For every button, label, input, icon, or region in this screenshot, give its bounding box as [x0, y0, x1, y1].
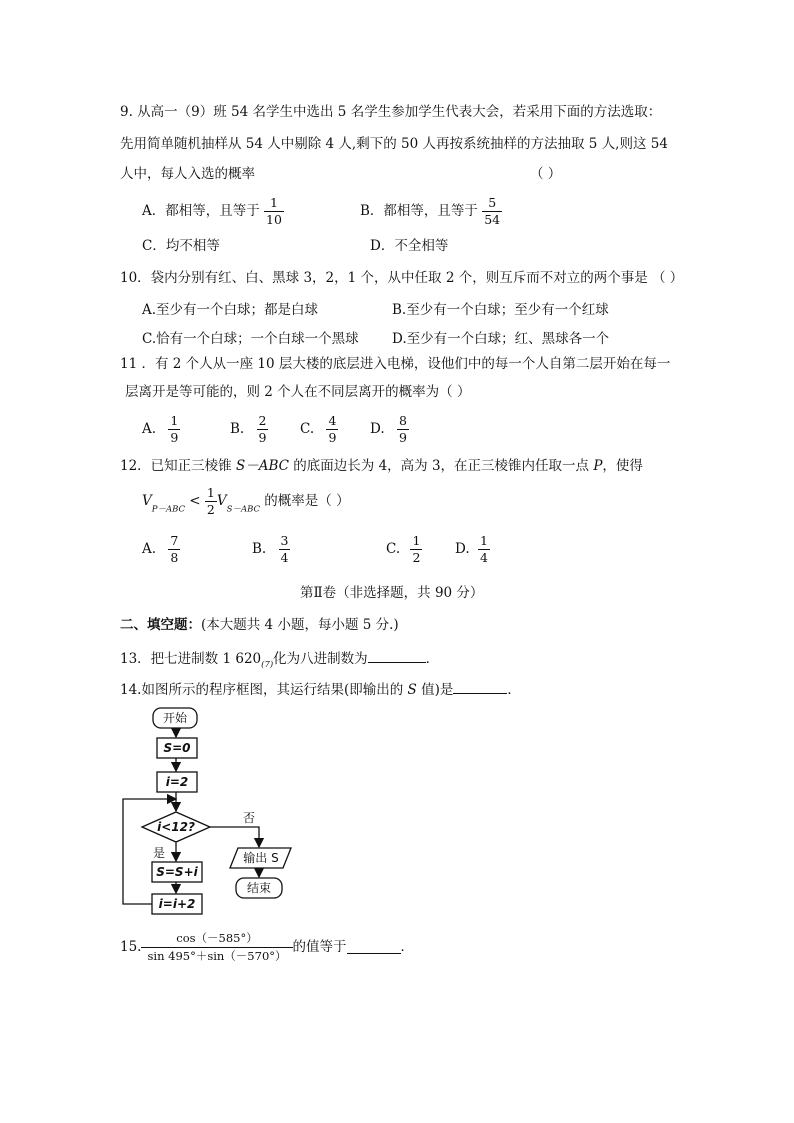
fraction-numerator: 1 — [478, 534, 490, 550]
q12-option-a — [142, 534, 180, 566]
q15-fraction — [141, 932, 292, 963]
volume-subscript: P－ABC — [151, 504, 186, 515]
no-branch-label: 否 — [242, 811, 256, 825]
q13-text: 化为八进制数为 — [273, 651, 368, 667]
less-than-sign: < — [185, 493, 205, 510]
q9-line1: 9. 从高一（9）班 54 名学生中选出 5 名学生参加学生代表大会，若采用下面的方法选取： — [120, 104, 662, 120]
q9-option-d: D．不全相等 — [370, 238, 449, 254]
option-label: A. — [142, 541, 157, 558]
volume-symbol: V — [142, 493, 152, 510]
fraction-numerator: 1 — [410, 534, 422, 550]
q11-option-b — [230, 414, 268, 446]
q12-option-d-fraction — [478, 534, 490, 566]
fraction-numerator: 5 — [482, 196, 502, 212]
q11-option-b-fraction — [257, 414, 269, 446]
q12-text: 的概率是（ ） — [260, 493, 350, 510]
q9-option-b — [360, 196, 502, 228]
q9-option-a-text: A．都相等，且等于 — [142, 203, 260, 220]
fraction-numerator: 8 — [397, 414, 409, 430]
fraction-numerator: cos（－585°） — [141, 932, 292, 948]
q12-option-c — [386, 534, 422, 566]
q13-end: ． — [425, 651, 440, 667]
q11-line2: 层离开是等可能的，则 2 个人在不同层离开的概率为（ ） — [125, 384, 471, 400]
option-label: C. — [300, 421, 315, 438]
q15-end: ． — [400, 938, 415, 955]
q10-option-c: C.恰有一个白球；一个白球一个黑球 — [142, 331, 359, 347]
q14 — [120, 681, 521, 698]
fraction-numerator: 1 — [264, 196, 284, 212]
option-label: C. — [386, 541, 401, 558]
q13-text: 13．把七进制数 1 620 — [120, 651, 262, 667]
fraction-numerator: 3 — [279, 534, 291, 550]
q9-line3: 人中，每人入选的概率 — [120, 166, 255, 182]
q12-text: ，使得 — [602, 458, 643, 474]
answer-blank[interactable] — [453, 681, 507, 694]
answer-blank[interactable] — [347, 941, 401, 954]
option-label: B. — [252, 541, 267, 558]
q15-text: 的值等于 — [292, 938, 347, 955]
start-label: 开始 — [162, 711, 188, 725]
q14-text: 值)是 — [416, 682, 454, 698]
fraction-denominator: 8 — [170, 550, 179, 566]
q9-option-c: C．均不相等 — [142, 238, 220, 254]
section-heading-label: 二、填空题： — [120, 617, 201, 633]
q12-line1 — [120, 460, 643, 474]
update-i-label: i=i+2 — [158, 897, 196, 911]
q12-text: 的底面边长为 4，高为 3，在正三棱锥内任取一点 — [288, 458, 594, 474]
q11-option-a-fraction — [168, 414, 180, 446]
q12-option-d — [455, 534, 490, 566]
fraction-denominator: 4 — [280, 550, 289, 566]
q12-option-c-fraction — [410, 534, 422, 566]
q12-half-fraction — [205, 486, 217, 518]
fraction-denominator: 9 — [258, 430, 267, 446]
q11-option-c — [300, 414, 338, 446]
init-s-label: S=0 — [163, 741, 191, 755]
q13 — [120, 650, 439, 670]
fraction-numerator: 4 — [326, 414, 338, 430]
fraction-numerator: 7 — [168, 534, 180, 550]
init-i-label: i=2 — [165, 775, 189, 789]
q9-option-a-fraction — [264, 196, 284, 228]
q10-stem: 10．袋内分别有红、白、黑球 3，2，1 个，从中任取 2 个，则互斥而不对立的两个事是 （ ） — [120, 270, 684, 286]
q15 — [120, 932, 414, 963]
q12-pyramid-name: S－ABC — [235, 458, 289, 474]
condition-label: i<12? — [157, 820, 195, 834]
yes-branch-label: 是 — [152, 846, 166, 860]
section-heading — [120, 619, 399, 633]
fraction-numerator: 1 — [205, 486, 217, 502]
q12-option-b-fraction — [279, 534, 291, 566]
q10-option-d: D.至少有一个白球；红、黑球各一个 — [392, 331, 610, 347]
fraction-denominator: 9 — [328, 430, 337, 446]
update-s-label: S=S+i — [156, 865, 198, 879]
fraction-denominator: 2 — [412, 550, 421, 566]
option-label: B. — [230, 421, 245, 438]
q9-line2: 先用简单随机抽样从 54 人中剔除 4 人,剩下的 50 人再按系统抽样的方法抽取 5 人,则这 54 — [120, 136, 668, 152]
option-label: A. — [142, 421, 157, 438]
answer-blank[interactable] — [368, 650, 426, 663]
q12-option-a-fraction — [168, 534, 180, 566]
q9-option-a — [142, 196, 284, 228]
q12-option-b — [252, 534, 290, 566]
fraction-numerator: 1 — [168, 414, 180, 430]
q11-option-c-fraction — [326, 414, 338, 446]
part-two-title: 第Ⅱ卷（非选择题，共 90 分） — [300, 585, 484, 601]
q14-end: ． — [507, 682, 521, 698]
volume-subscript: S－ABC — [226, 504, 260, 515]
fraction-denominator: sin 495°＋sin（－570°） — [147, 949, 287, 964]
q11-option-d-fraction — [397, 414, 409, 446]
q11-line1: 11 ．有 2 个人从一座 10 层大楼的底层进入电梯，设他们中的每一个人自第二层开始在每一 — [120, 356, 671, 372]
q10-option-a: A.至少有一个白球；都是白球 — [142, 302, 319, 318]
fraction-denominator: 54 — [484, 212, 501, 228]
base-subscript: (7) — [261, 660, 274, 670]
fraction-denominator: 9 — [398, 430, 407, 446]
fraction-denominator: 2 — [206, 502, 215, 518]
fraction-numerator: 2 — [257, 414, 269, 430]
q11-option-d — [370, 414, 409, 446]
program-flowchart — [115, 702, 315, 934]
q9-answer-paren: （ ） — [530, 166, 562, 182]
q15-label: 15. — [120, 938, 142, 955]
q12-line2 — [142, 486, 350, 518]
output-label: 输出 S — [243, 851, 279, 865]
variable-s: S — [407, 682, 417, 698]
volume-symbol: V — [216, 493, 227, 510]
section-heading-note: (本大题共 4 小题，每小题 5 分.) — [201, 617, 399, 633]
q9-option-b-fraction — [482, 196, 502, 228]
q9-option-b-text: B．都相等，且等于 — [360, 203, 478, 220]
fraction-denominator: 4 — [479, 550, 488, 566]
option-label: D. — [455, 541, 470, 558]
option-label: D. — [370, 421, 385, 438]
q14-text: 14.如图所示的程序框图，其运行结果(即输出的 — [120, 682, 408, 698]
q10-option-b: B.至少有一个白球；至少有一个红球 — [392, 302, 609, 318]
fraction-denominator: 10 — [266, 212, 282, 228]
q12-text: 12．已知正三棱锥 — [120, 458, 236, 474]
fraction-denominator: 9 — [170, 430, 179, 446]
end-label: 结束 — [246, 881, 272, 895]
q11-option-a — [142, 414, 180, 446]
q12-point-name: P — [593, 458, 603, 474]
